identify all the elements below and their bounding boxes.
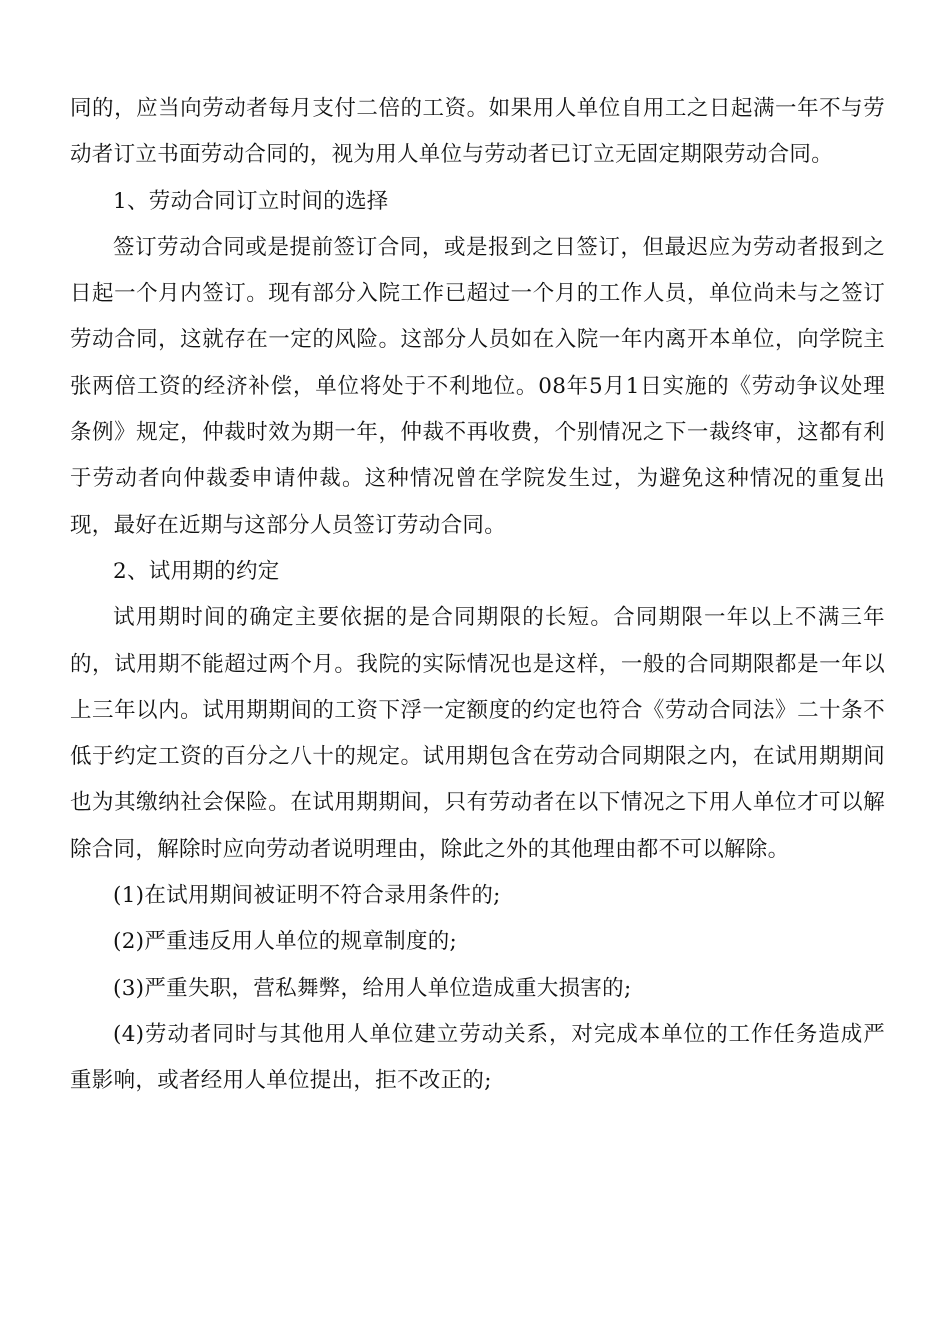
document-page xyxy=(70,86,885,1105)
list-item-1: (1)在试用期间被证明不符合录用条件的; xyxy=(113,883,501,909)
list-item-3: (3)严重失职，营私舞弊，给用人单位造成重大损害的; xyxy=(113,975,632,1001)
list-item-2: (2)严重违反用人单位的规章制度的; xyxy=(113,929,458,955)
list-item-4: (4)劳动者同时与其他用人单位建立劳动关系，对完成本单位的工作任务造成严重影响，或者经用人单位提出，拒不改正的; xyxy=(70,1021,885,1094)
paragraph-probation: 试用期时间的确定主要依据的是合同期限的长短。合同期限一年以上不满三年的，试用期不能超过两个月。我院的实际情况也是这样，一般的合同期限都是一年以上三年以内。试用期期间的工资下浮一定额度的约定也符合《劳动合同法》二十条不低于约定工资的百分之八十的规定。试用期包含在劳动合同期限之内，在试用期期间也为其缴纳社会保险。在试用期期间，只有劳动者在以下情况之下用人单位才可以解除合同，解除时应向劳动者说明理由，除此之外的其他理由都不可以解除。 xyxy=(70,605,885,862)
section-heading-2: 2、试用期的约定 xyxy=(113,558,280,584)
section-heading-1: 1、劳动合同订立时间的选择 xyxy=(113,188,389,214)
paragraph-continuation: 同的，应当向劳动者每月支付二倍的工资。如果用人单位自用工之日起满一年不与劳动者订立书面劳动合同的，视为用人单位与劳动者已订立无固定期限劳动合同。 xyxy=(70,96,885,168)
paragraph-signing-time: 签订劳动合同或是提前签订合同，或是报到之日签订，但最迟应为劳动者报到之日起一个月内签订。现有部分入院工作已超过一个月的工作人员，单位尚未与之签订劳动合同，这就存在一定的风险。这部分人员如在入院一年内离开本单位，向学院主张两倍工资的经济补偿，单位将处于不利地位。08年5月1日实施的《劳动争议处理条例》规定，仲裁时效为期一年，仲裁不再收费，个别情况之下一裁终审，这都有利于劳动者向仲裁委申请仲裁。这种情况曾在学院发生过，为避免这种情况的重复出现，最好在近期与这部分人员签订劳动合同。 xyxy=(70,234,885,538)
